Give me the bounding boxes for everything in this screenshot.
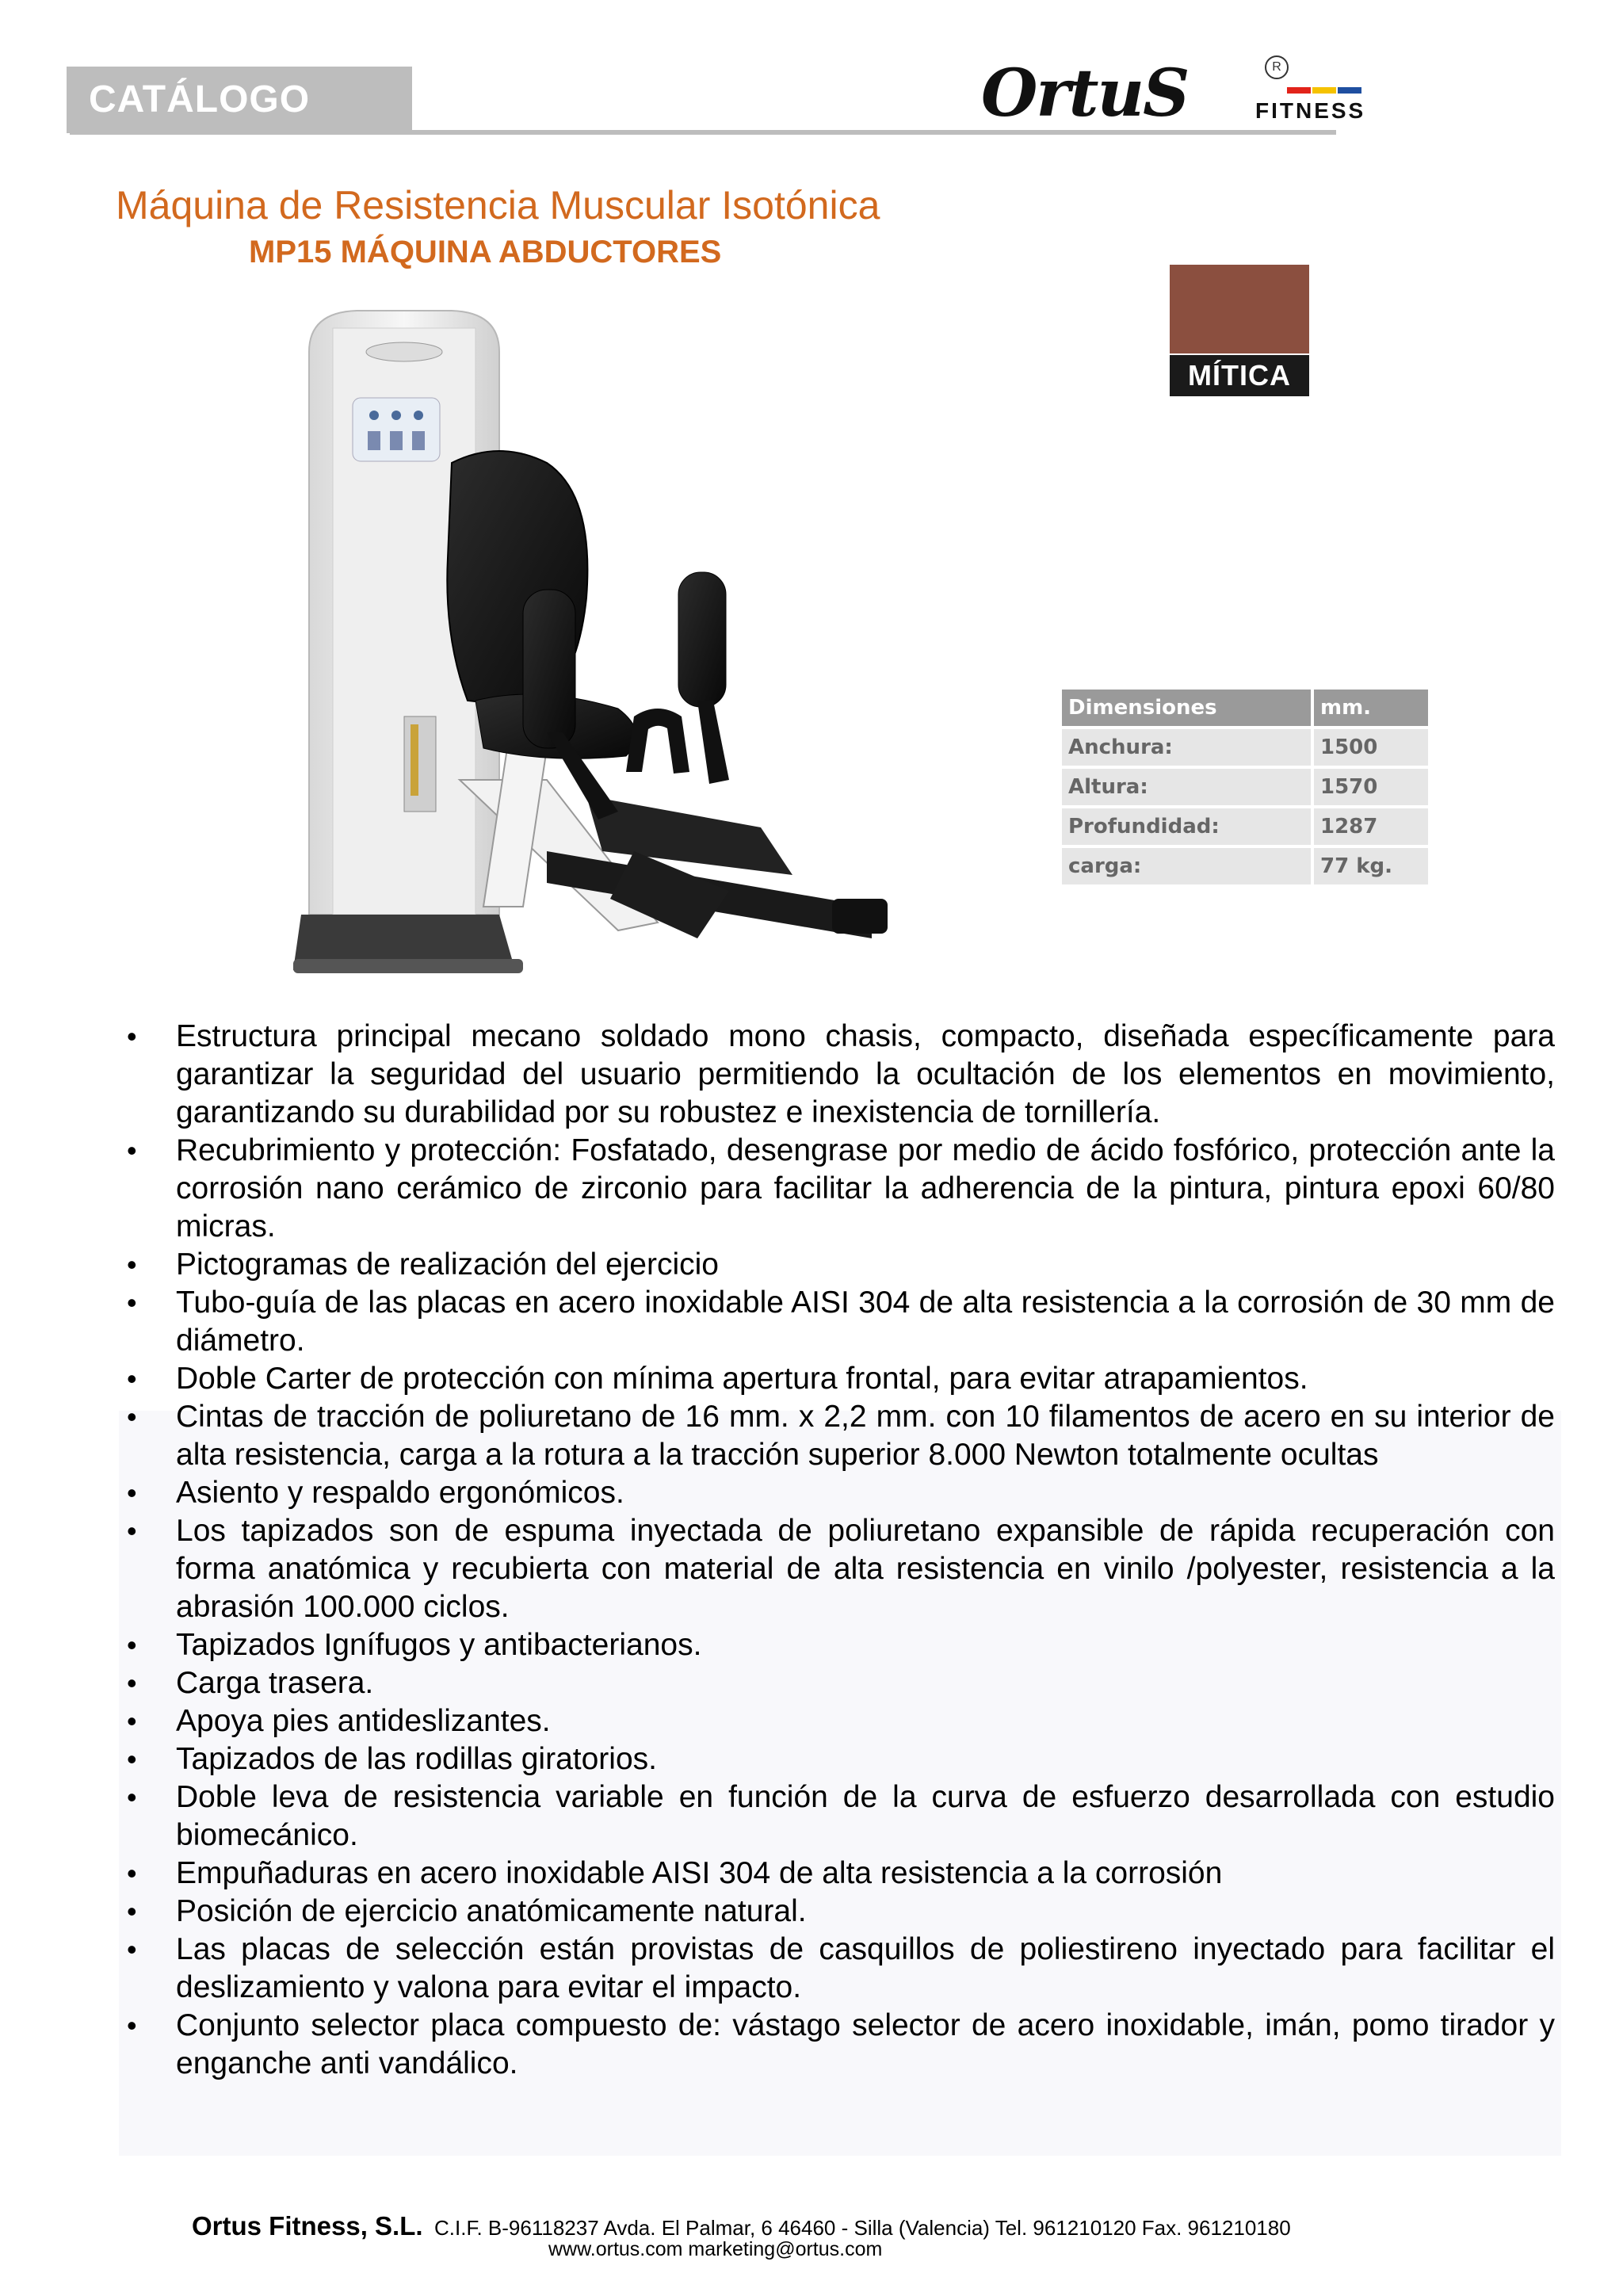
logo-stripe-yellow — [1312, 87, 1336, 94]
logo-fitness: FITNESS — [1255, 98, 1366, 123]
list-item: • Recubrimiento y protección: Fosfatado, desengrase por medio de ácido fosfórico, protección ante la corrosión nano cerámico de zirconio para facilitar la adherencia de la pintura, pintura epoxi 60/80 micras. — [127, 1132, 1555, 1246]
list-item: • Tapizados de las rodillas giratorios. — [127, 1740, 1555, 1778]
list-item: • Los tapizados son de espuma inyectada de poliuretano expansible de rápida recuperación con forma anatómica y recubierta con material de alta resistencia en vinilo /polyester, resistencia a la abrasión 100.000 ciclos. — [127, 1512, 1555, 1626]
table-header-cell: Dimensiones — [1062, 690, 1311, 726]
list-item: • Carga trasera. — [127, 1664, 1555, 1702]
table-cell-label: Profundidad: — [1062, 808, 1311, 845]
list-item: • Estructura principal mecano soldado mono chasis, compacto, diseñada específicamente para garantizar la seguridad del usuario permitiendo la ocultación de los elementos en movimiento, garantizando su durabilidad por su robustez e inexistencia de tornillería. — [127, 1018, 1555, 1132]
list-item: • Tapizados Ignífugos y antibacterianos. — [127, 1626, 1555, 1664]
list-item: • Tubo-guía de las placas en acero inoxidable AISI 304 de alta resistencia a la corrosión de 30 mm de diámetro. — [127, 1284, 1555, 1360]
category-title: Máquina de Resistencia Muscular Isotónica — [116, 183, 880, 227]
product-title: MP15 MÁQUINA ABDUCTORES — [249, 235, 722, 269]
table-cell-value: 1500 — [1314, 729, 1428, 766]
footer-company-details: C.I.F. B-96118237 Avda. El Palmar, 6 46460 - Silla (Valencia) Tel. 961210120 Fax. 961210180 — [434, 2216, 1291, 2240]
badge-color-swatch — [1170, 265, 1309, 353]
logo-stripe-red — [1287, 87, 1311, 94]
table-cell-label: Anchura: — [1062, 729, 1311, 766]
list-item: • Posición de ejercicio anatómicamente natural. — [127, 1893, 1555, 1931]
table-cell-value: 77 kg. — [1314, 848, 1428, 884]
dimensions-table — [1059, 686, 1431, 888]
logo-stripe-blue — [1338, 87, 1361, 94]
list-item: • Apoya pies antideslizantes. — [127, 1702, 1555, 1740]
footer-company-name: Ortus Fitness, S.L. — [192, 2211, 423, 2241]
list-item: • Pictogramas de realización del ejercicio — [127, 1246, 1555, 1284]
header-tab-label: CATÁLOGO — [89, 78, 311, 120]
table-row — [1062, 729, 1428, 766]
registered-mark: R — [1265, 55, 1289, 79]
footer-company-info — [192, 2211, 1291, 2241]
badge-label: MÍTICA — [1170, 355, 1309, 396]
table-row — [1062, 769, 1428, 805]
table-cell-label: carga: — [1062, 848, 1311, 884]
footer-contact: www.ortus.com marketing@ortus.com — [548, 2238, 883, 2260]
list-item: • Conjunto selector placa compuesto de: vástago selector de acero inoxidable, imán, pomo tirador y enganche anti vandálico. — [127, 2007, 1555, 2083]
list-item: • Doble leva de resistencia variable en función de la curva de esfuerzo desarrollada con estudio biomecánico. — [127, 1778, 1555, 1855]
logo-script: OrtuS — [981, 55, 1189, 132]
ortus-fitness-logo — [981, 55, 1393, 132]
table-row — [1062, 848, 1428, 884]
mitica-series-badge — [1170, 265, 1309, 396]
list-item: • Doble Carter de protección con mínima apertura frontal, para evitar atrapamientos. — [127, 1360, 1555, 1398]
table-header-row — [1062, 690, 1428, 726]
list-item: • Empuñaduras en acero inoxidable AISI 304 de alta resistencia a la corrosión — [127, 1855, 1555, 1893]
features-list — [127, 1018, 1555, 2083]
list-item: • Las placas de selección están provistas de casquillos de poliestireno inyectado para facilitar el deslizamiento y valona para evitar el impacto. — [127, 1931, 1555, 2007]
table-cell-value: 1570 — [1314, 769, 1428, 805]
table-cell-label: Altura: — [1062, 769, 1311, 805]
abductor-machine-image — [285, 304, 903, 978]
list-item: • Cintas de tracción de poliuretano de 16 mm. x 2,2 mm. con 10 filamentos de acero en su interior de alta resistencia, carga a la rotura a la tracción superior 8.000 Newton totalmente ocultas — [127, 1398, 1555, 1474]
header-tab — [67, 67, 412, 133]
table-header-cell: mm. — [1314, 690, 1428, 726]
table-row — [1062, 808, 1428, 845]
list-item: • Asiento y respaldo ergonómicos. — [127, 1474, 1555, 1512]
table-cell-value: 1287 — [1314, 808, 1428, 845]
